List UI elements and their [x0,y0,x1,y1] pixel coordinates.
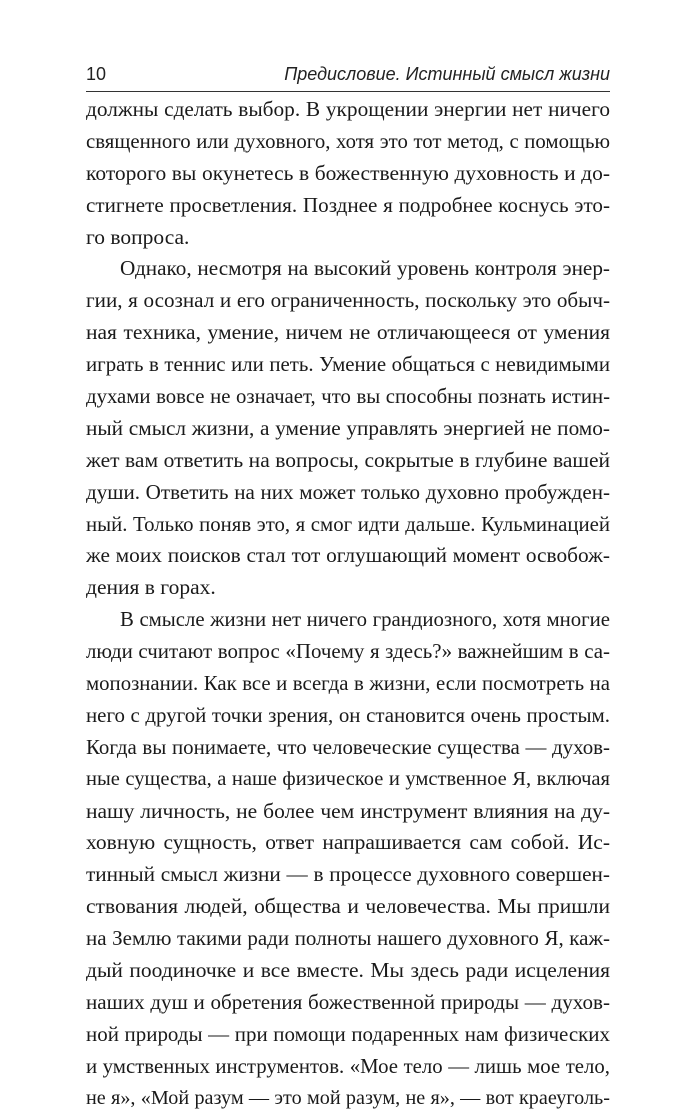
text-line: ховную сущность, ответ напрашивается сам собой. Ис- [86,830,610,855]
text-line: священного или духовного, хотя это тот метод, с помощью [86,128,610,153]
text-line: же моих поисков стал тот оглушающий момент освобож- [86,543,610,568]
body-text [86,94,610,1115]
text-line: дый поодиночке и все вместе. Мы здесь ради исцеления [86,958,610,983]
text-line: ный. Только поняв это, я смог идти дальше. Кульминацией [86,511,610,536]
text-line: на Землю такими ради полноты нашего духовного Я, каж- [86,926,610,951]
text-line: го вопроса. [86,224,190,249]
text-line: ной природы — при помощи подаренных нам физических [86,1021,610,1046]
text-line: ствования людей, общества и человечества. Мы пришли [86,894,610,919]
text-line: жет вам ответить на вопросы, сокрытые в глубине вашей [86,447,610,472]
text-line: него с другой точки зрения, он становится очень простым. [86,702,610,727]
text-line: стигнете просветления. Позднее я подробнее коснусь это- [86,192,610,217]
running-title: Предисловие. Истинный смысл жизни [284,64,610,84]
text-line: наших душ и обретения божественной природы — духов- [86,989,610,1014]
page-number: 10 [86,64,107,84]
text-line: ные существа, а наше физическое и умственное Я, включая [86,767,610,790]
text-line: играть в теннис или петь. Умение общаться с невидимыми [86,352,610,377]
text-line: мопознании. Как все и всегда в жизни, если посмотреть на [86,672,610,696]
text-line: духами вовсе не означает, что вы способны познать истин- [86,385,610,409]
text-line: тинный смысл жизни — в процессе духовного совершен- [86,862,610,887]
text-line: нашу личность, не более чем инструмент влияния на ду- [86,798,610,823]
text-line: В смысле жизни нет ничего грандиозного, хотя многие [120,608,610,632]
header-rule [86,91,610,92]
text-line: которого вы окунетесь в божественную духовность и до- [86,160,610,185]
text-line: гии, я осознал и его ограниченность, поскольку это обыч- [86,288,610,313]
text-line: Однако, несмотря на высокий уровень контроля энер- [120,256,610,281]
text-line: ный смысл жизни, а умение управлять энергией не помо- [86,415,610,440]
text-line: должны сделать выбор. В укрощении энергии нет ничего [86,97,610,121]
text-line: и умственных инструментов. «Мое тело — лишь мое тело, [86,1054,610,1078]
text-line: люди считают вопрос «Почему я здесь?» важнейшим в са- [86,639,610,664]
text-line: души. Ответить на них может только духовно пробужден- [86,479,610,504]
text-line: Когда вы понимаете, что человеческие существа — духов- [86,734,610,759]
text-line: ная техника, умение, ничем не отличающееся от умения [86,320,610,345]
text-line: дения в горах. [86,575,216,600]
text-line: не я», «Мой разум — это мой разум, не я», — вот краеуголь- [86,1086,610,1109]
running-header [86,60,610,90]
